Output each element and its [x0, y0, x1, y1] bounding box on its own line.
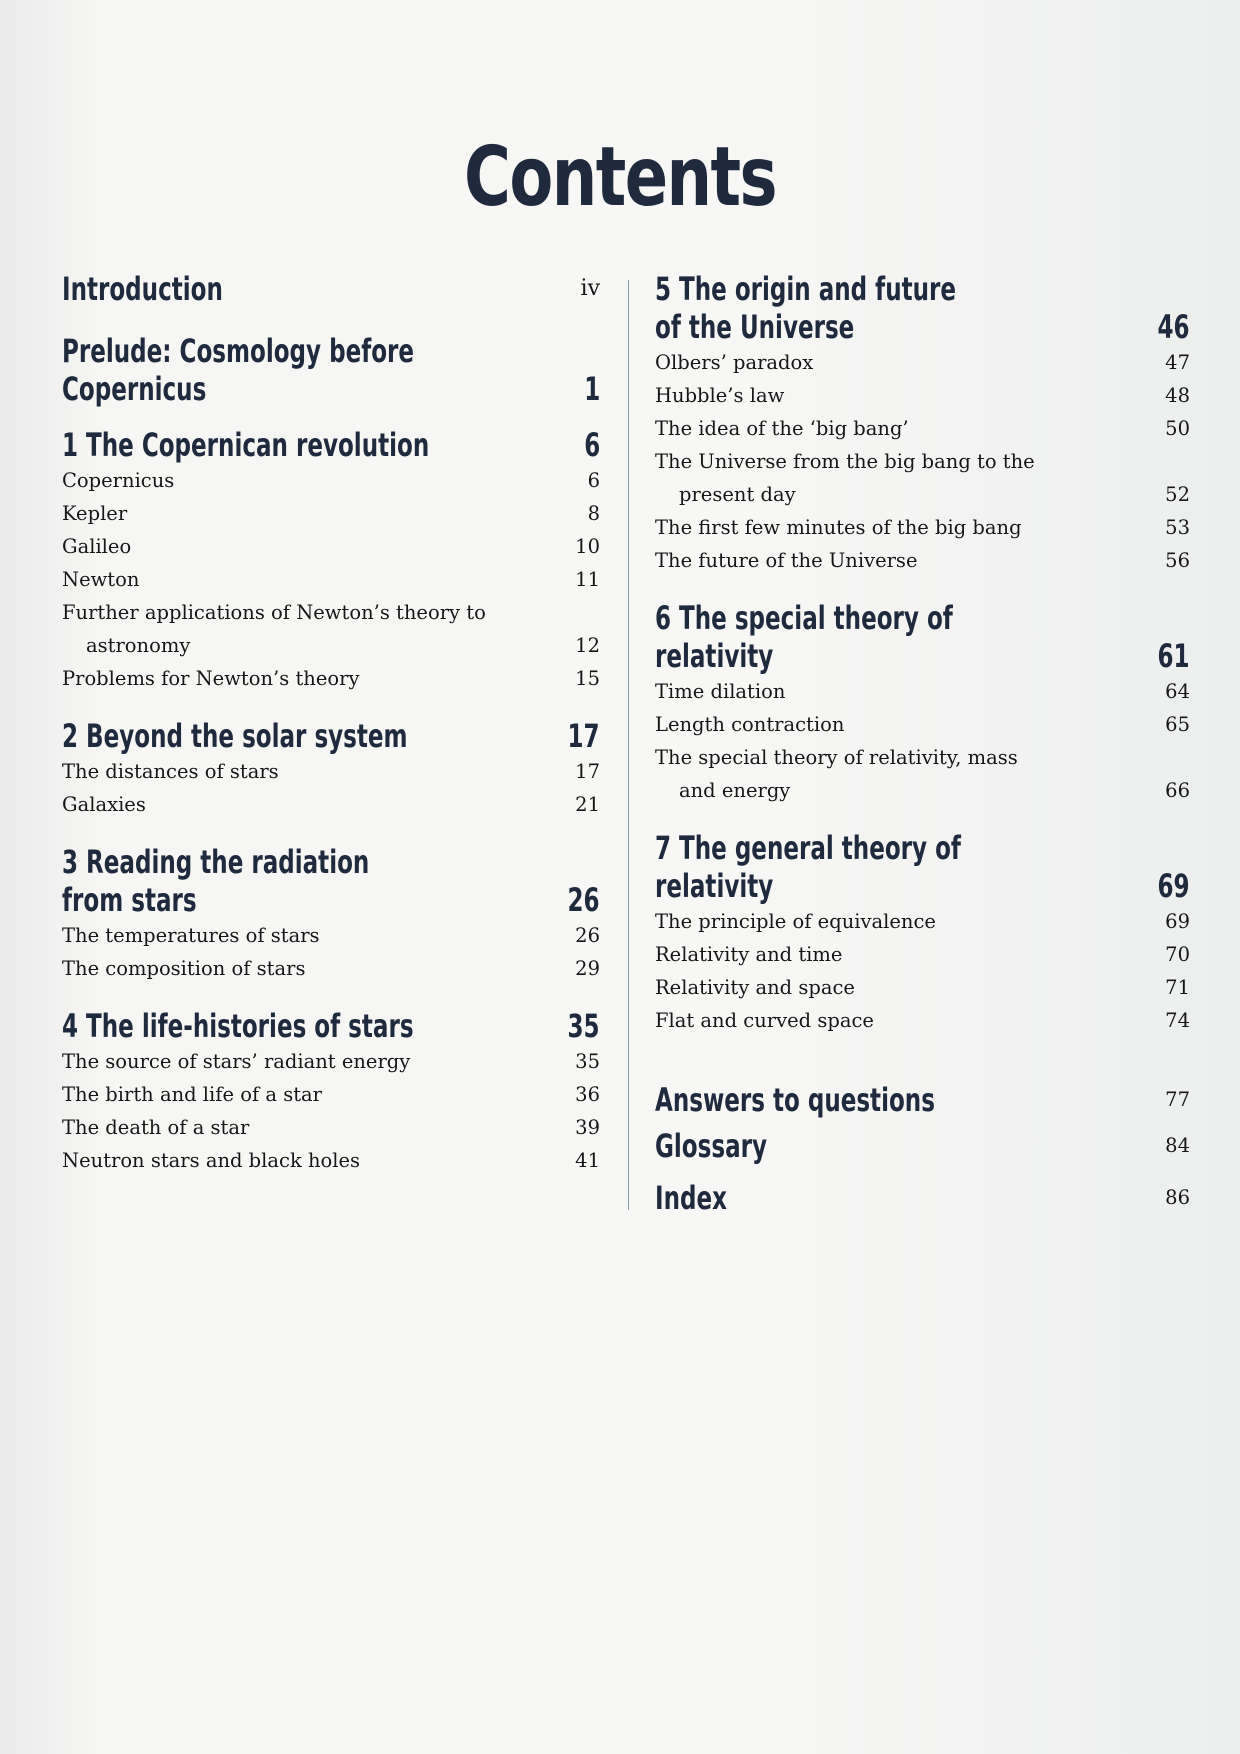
toc-entry-title: Length contraction	[655, 713, 845, 736]
chapter-title: Answers to questions	[655, 1081, 935, 1119]
chapter-heading	[62, 426, 600, 464]
toc-entry-title: Problems for Newton’s theory	[62, 667, 360, 690]
chapter-page-number: 46	[1157, 308, 1190, 346]
toc-page-number: 41	[575, 1149, 600, 1172]
chapter-title: 4 The life-histories of stars	[62, 1007, 414, 1045]
toc-entry	[655, 708, 1190, 741]
chapter-heading	[62, 270, 600, 308]
toc-page-number: 65	[1165, 713, 1190, 736]
toc-entry-title: The special theory of relativity, mass and energy	[655, 741, 1038, 807]
toc-page-number: 48	[1165, 384, 1190, 407]
toc-entry-title: The principle of equivalence	[655, 910, 936, 933]
toc-entry	[655, 938, 1190, 971]
toc-page-number: 21	[575, 793, 600, 816]
toc-entry-title: Hubble’s law	[655, 384, 785, 407]
chapter-page-number: 6	[583, 426, 600, 464]
toc-page-number: 50	[1165, 417, 1190, 440]
toc-page-number: 56	[1165, 549, 1190, 572]
toc-entry-title: Newton	[62, 568, 140, 591]
backmatter-heading	[655, 1081, 1190, 1119]
toc-entry-title: Flat and curved space	[655, 1009, 874, 1032]
toc-entry-title: Galileo	[62, 535, 132, 558]
toc-page-number: 53	[1165, 516, 1190, 539]
toc-entry	[62, 952, 600, 985]
chapter-heading	[62, 332, 600, 408]
chapter-page-number: 35	[567, 1007, 600, 1045]
toc-entry	[62, 919, 600, 952]
chapter-title: 6 The special theory of relativity	[655, 599, 953, 675]
toc-entry	[62, 530, 600, 563]
toc-page-number: 69	[1165, 910, 1190, 933]
toc-page-number: 10	[575, 535, 600, 558]
toc-entry-title: Kepler	[62, 502, 128, 525]
chapter-title: 7 The general theory of relativity	[655, 829, 961, 905]
chapter-title: Index	[655, 1179, 727, 1217]
toc-entry-title: The future of the Universe	[655, 549, 918, 572]
backmatter-heading	[655, 1179, 1190, 1217]
chapter-heading	[62, 1007, 600, 1045]
toc-page-number: 64	[1165, 680, 1190, 703]
toc-entry-title: Copernicus	[62, 469, 175, 492]
chapter-title: 1 The Copernican revolution	[62, 426, 430, 464]
toc-entry-title: The idea of the ‘big bang’	[655, 417, 909, 440]
chapter-page-number: 1	[583, 370, 600, 408]
toc-page-number: 6	[587, 469, 600, 492]
chapter-page-number: 69	[1157, 867, 1190, 905]
toc-entry	[62, 1111, 600, 1144]
chapter-page-number: 61	[1157, 637, 1190, 675]
chapter-page-number: 84	[1165, 1134, 1190, 1157]
toc-page-number: 12	[575, 634, 600, 657]
chapter-heading	[62, 717, 600, 755]
toc-entry	[62, 755, 600, 788]
chapter-page-number: 17	[567, 717, 600, 755]
toc-entry-title: Galaxies	[62, 793, 146, 816]
chapter-page-number: 77	[1165, 1088, 1190, 1111]
toc-page-number: 29	[575, 957, 600, 980]
toc-page-number: 66	[1165, 779, 1190, 802]
toc-page-number: 39	[575, 1116, 600, 1139]
toc-entry-title: The first few minutes of the big bang	[655, 516, 1022, 539]
contents-right-column	[655, 270, 1190, 1217]
toc-page-number: 71	[1165, 976, 1190, 999]
chapter-title: 5 The origin and future of the Universe	[655, 270, 957, 346]
backmatter-heading	[655, 1127, 1190, 1165]
chapter-title: Glossary	[655, 1127, 767, 1165]
toc-entry	[655, 346, 1190, 379]
toc-entry	[655, 1004, 1190, 1037]
toc-entry	[62, 596, 600, 662]
toc-entry-title: The Universe from the big bang to the present day	[655, 445, 1055, 511]
chapter-title: 2 Beyond the solar system	[62, 717, 408, 755]
toc-entry-title: Relativity and time	[655, 943, 843, 966]
toc-page-number: 26	[575, 924, 600, 947]
toc-entry-title-continued: and energy	[679, 779, 791, 802]
chapter-heading	[655, 270, 1190, 346]
chapter-heading	[655, 599, 1190, 675]
contents-left-column	[62, 270, 600, 1177]
toc-entry	[655, 675, 1190, 708]
toc-entry	[62, 1144, 600, 1177]
toc-entry-title: Further applications of Newton’s theory to astronomy	[62, 596, 506, 662]
toc-page-number: 35	[575, 1050, 600, 1073]
column-divider	[628, 280, 629, 1210]
toc-page-number: 8	[587, 502, 600, 525]
chapter-heading	[62, 843, 600, 919]
toc-entry-title: Time dilation	[655, 680, 786, 703]
toc-entry-title: Neutron stars and black holes	[62, 1149, 361, 1172]
toc-entry	[62, 563, 600, 596]
toc-entry-title: The birth and life of a star	[62, 1083, 323, 1106]
toc-entry	[655, 412, 1190, 445]
toc-page-number: 47	[1165, 351, 1190, 374]
chapter-page-number: 86	[1165, 1186, 1190, 1209]
toc-entry	[655, 511, 1190, 544]
toc-entry-title: The temperatures of stars	[62, 924, 320, 947]
toc-entry-title: Olbers’ paradox	[655, 351, 814, 374]
toc-entry-title: The source of stars’ radiant energy	[62, 1050, 411, 1073]
chapter-title: Introduction	[62, 270, 223, 308]
toc-page-number: 70	[1165, 943, 1190, 966]
toc-entry-title-continued: astronomy	[86, 634, 191, 657]
toc-entry	[655, 741, 1190, 807]
toc-entry	[62, 662, 600, 695]
toc-entry-title-continued: present day	[679, 483, 796, 506]
chapter-page-number: iv	[580, 276, 600, 301]
toc-entry	[655, 544, 1190, 577]
toc-entry-title: Relativity and space	[655, 976, 855, 999]
chapter-title: 3 Reading the radiation from stars	[62, 843, 370, 919]
toc-page-number: 15	[575, 667, 600, 690]
toc-page-number: 11	[575, 568, 600, 591]
toc-page-number: 36	[575, 1083, 600, 1106]
toc-entry	[655, 905, 1190, 938]
toc-entry	[655, 445, 1190, 511]
toc-entry-title: The distances of stars	[62, 760, 279, 783]
toc-entry-title: The death of a star	[62, 1116, 250, 1139]
toc-page-number: 17	[575, 760, 600, 783]
toc-page-number: 74	[1165, 1009, 1190, 1032]
toc-entry	[62, 1078, 600, 1111]
chapter-title: Prelude: Cosmology before Copernicus	[62, 332, 415, 408]
toc-entry-title: The composition of stars	[62, 957, 306, 980]
toc-entry	[62, 464, 600, 497]
toc-entry	[655, 971, 1190, 1004]
toc-entry	[655, 379, 1190, 412]
toc-page-number: 52	[1165, 483, 1190, 506]
toc-entry	[62, 1045, 600, 1078]
chapter-page-number: 26	[567, 881, 600, 919]
toc-entry	[62, 788, 600, 821]
chapter-heading	[655, 829, 1190, 905]
page-title: Contents	[463, 130, 777, 225]
toc-entry	[62, 497, 600, 530]
